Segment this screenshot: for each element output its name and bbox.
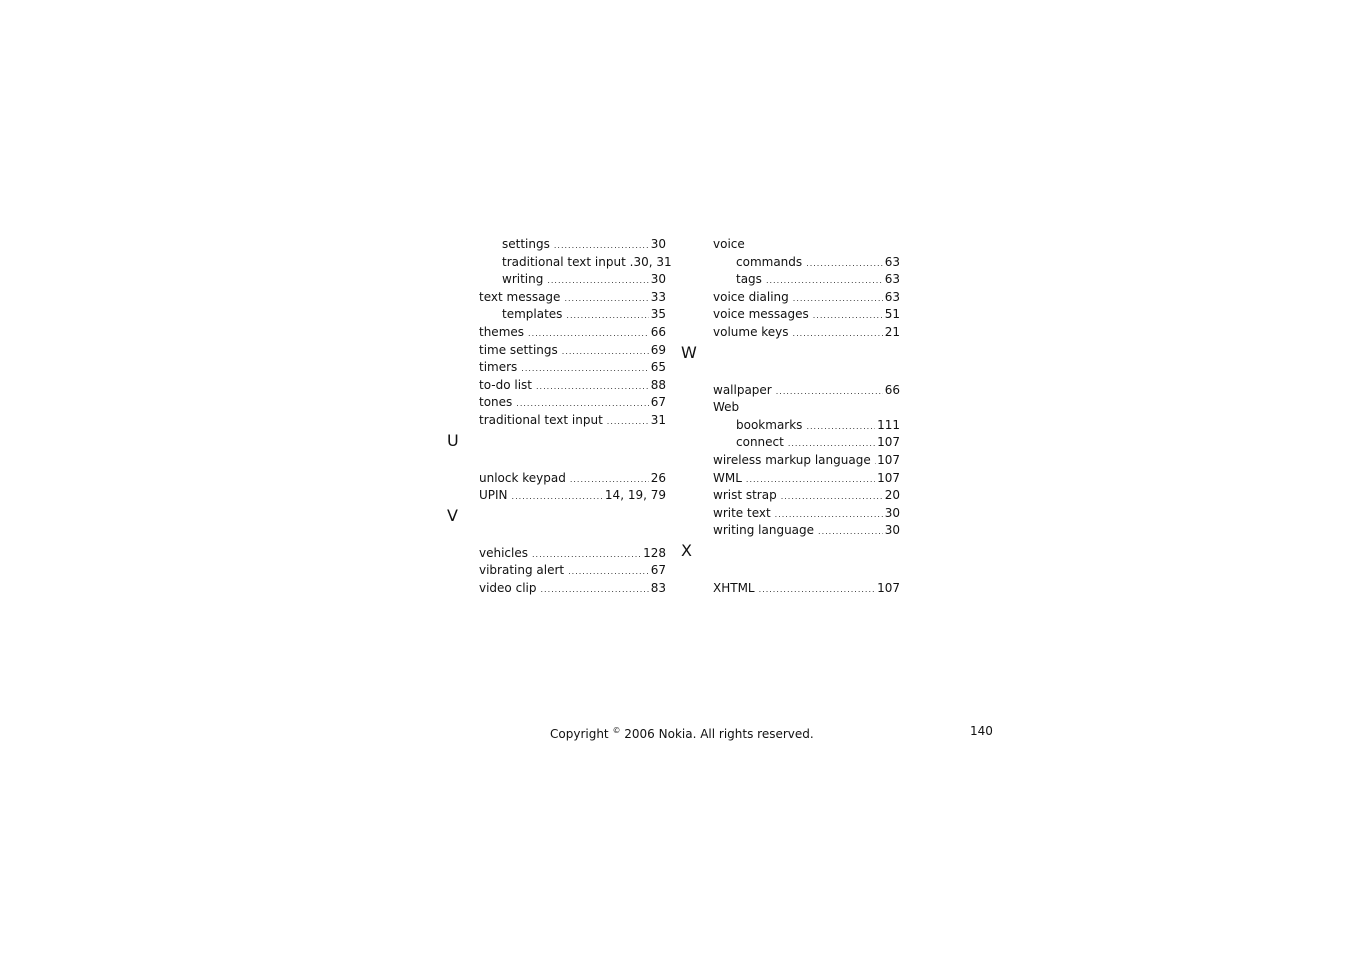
index-term: tones [479,395,513,410]
index-term: wireless markup language [713,452,871,467]
dot-leader [512,488,603,506]
index-entry [713,522,900,540]
index-term: commands [736,254,803,269]
index-entry [713,324,900,342]
dot-leader [766,272,883,290]
index-subentry [713,271,900,289]
page-references: 30, 31 [633,254,672,269]
dot-leader [536,378,649,396]
index-entry [479,470,666,488]
dot-leader [806,418,875,436]
index-term: templates [502,307,563,322]
index-entry [713,399,900,417]
index-term: voice [713,237,745,251]
index-entry [713,505,900,523]
page-references: 21 [884,324,900,339]
index-term: vehicles [479,545,528,560]
index-section-heading [681,540,900,580]
page-references: 63 [884,254,900,269]
index-subentry [479,254,672,272]
page-references: 107 [877,452,900,467]
dot-leader [746,471,875,489]
page-references: 128 [643,545,666,560]
section-letter: U [447,430,459,450]
page-references: 111 [877,417,900,432]
index-section-heading [447,505,666,545]
dot-leader [776,383,883,401]
dot-leader [564,290,648,308]
page-references: 67 [650,563,666,578]
dot-leader [781,488,883,506]
index-term: connect [736,435,784,450]
index-subentry [479,271,666,289]
index-term: text message [479,289,561,304]
index-term: bookmarks [736,417,803,432]
index-entry [713,306,900,324]
index-entry [479,342,666,360]
index-term: unlock keypad [479,470,566,485]
page-references: 107 [877,470,900,485]
dot-leader [547,272,648,290]
dot-leader [528,325,649,343]
index-term: volume keys [713,324,789,339]
index-entry [479,412,666,430]
index-term: tags [736,272,762,287]
index-term: WML [713,470,742,485]
page-references: 69 [650,342,666,357]
page-references: 20 [884,488,900,503]
index-term: wallpaper [713,382,772,397]
dot-leader [607,413,649,431]
index-term: vibrating alert [479,563,565,578]
page-references: 65 [650,360,666,375]
index-entry [713,289,900,307]
dot-leader [568,563,649,581]
page-references: 35 [650,307,666,322]
page-references: 107 [877,435,900,450]
page-references: 51 [884,307,900,322]
index-term: voice dialing [713,289,789,304]
page-references: 14, 19, 79 [604,488,666,503]
section-letter: W [681,342,697,362]
dot-leader [554,237,649,255]
index-subentry [713,254,900,272]
index-term: themes [479,324,525,339]
index-entry [713,580,900,598]
index-subentry [713,434,900,452]
index-section-heading [447,430,666,470]
index-term: timers [479,360,518,375]
dot-leader [562,343,649,361]
page-references: 30 [650,237,666,251]
page-references: 107 [877,580,900,595]
index-term: Web [713,400,740,415]
section-letter: V [447,505,458,525]
page-references: 63 [884,272,900,287]
index-subentry [479,236,666,254]
index-term: writing language [713,523,815,538]
page-references: 66 [884,382,900,397]
page-references: 30 [650,272,666,287]
page-references: 33 [650,289,666,304]
index-entry [479,377,666,395]
index-entry [479,580,666,598]
index-term: video clip [479,580,537,595]
dot-leader [793,325,883,343]
index-entry [479,359,666,377]
dot-leader [566,307,648,325]
index-entry [479,324,666,342]
index-term: time settings [479,342,558,357]
page-references: 63 [884,289,900,304]
dot-leader [806,255,883,273]
index-term: to-do list [479,377,532,392]
index-subentry [713,417,900,435]
page-number: 140 [970,724,993,738]
page-references: 26 [650,470,666,485]
dot-leader [516,395,648,413]
index-entry [713,470,900,488]
index-term: traditional text input . [502,254,634,269]
index-subentry [479,306,666,324]
dot-leader [793,290,883,308]
index-column-right [681,236,900,598]
section-letter: X [681,540,692,560]
dot-leader [788,435,875,453]
copyright-suffix: 2006 Nokia. All rights reserved. [620,727,814,741]
page-references: 30 [884,505,900,520]
copyright-prefix: Copyright [550,727,613,741]
dot-leader [521,360,648,378]
index-term: wrist strap [713,488,777,503]
page-references: 88 [650,377,666,392]
index-entry [713,382,900,400]
page-references: 31 [650,412,666,427]
index-term: traditional text input [479,412,603,427]
index-term: settings [502,237,550,251]
index-entry [479,545,666,563]
dot-leader [540,581,648,599]
index-column-left [447,236,672,598]
page-references: 66 [650,324,666,339]
page-references: 67 [650,395,666,410]
index-term: write text [713,505,771,520]
index-term: XHTML [713,580,755,595]
dot-leader [818,523,883,541]
page-references: 83 [650,580,666,595]
index-term: writing [502,272,544,287]
index-entry [479,487,666,505]
dot-leader [775,506,883,524]
index-entry [713,452,900,470]
dot-leader [532,546,641,564]
index-term: UPIN [479,488,508,503]
copyright-symbol: © [612,726,621,735]
index-entry [713,236,900,254]
dot-leader [759,581,875,599]
dot-leader [570,471,649,489]
index-entry [713,487,900,505]
index-term: voice messages [713,307,809,322]
page-references: 30 [884,523,900,538]
dot-leader [813,307,883,325]
index-entry [479,562,666,580]
copyright-notice [550,722,814,743]
index-section-heading [681,342,900,382]
index-entry [479,289,666,307]
index-entry [479,394,666,412]
